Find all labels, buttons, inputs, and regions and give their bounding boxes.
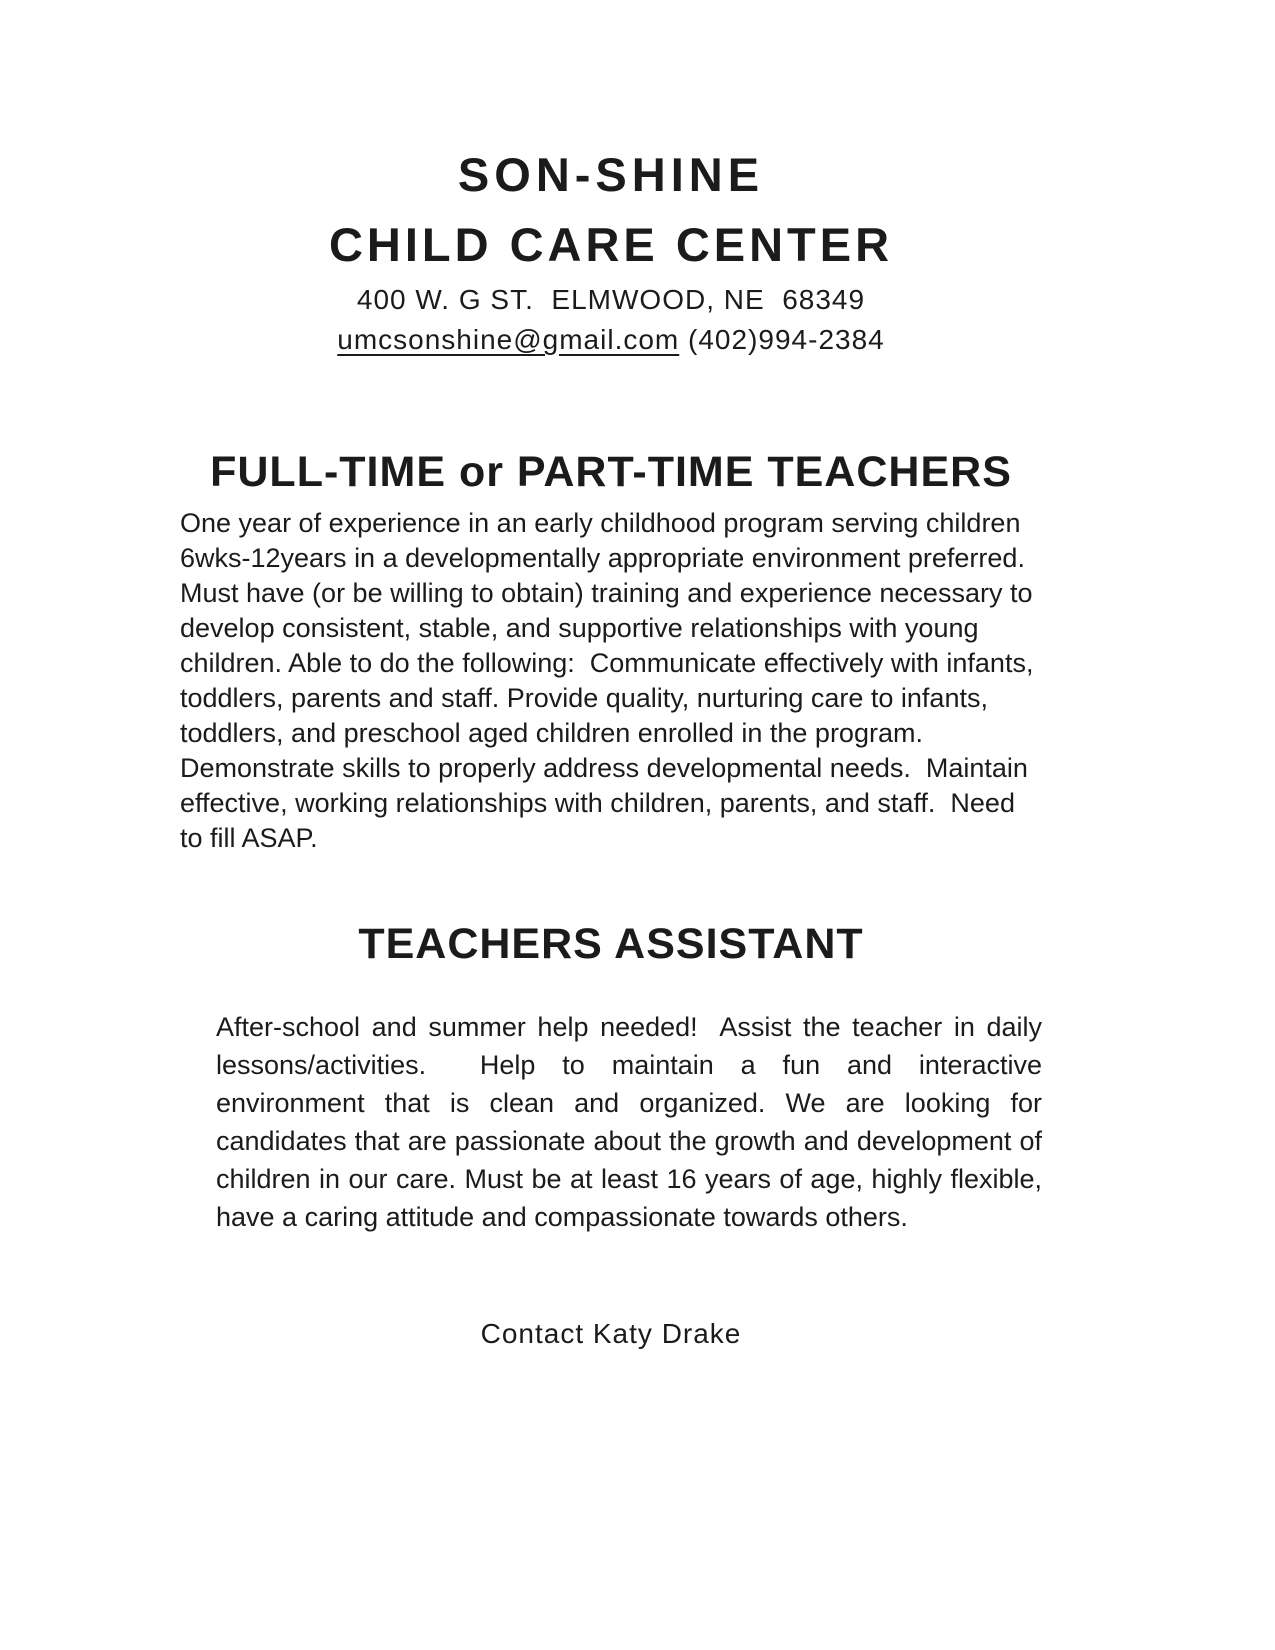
section-teachers-assistant bbox=[180, 916, 1050, 1236]
flyer-header bbox=[180, 140, 1042, 360]
section-heading-teachers: FULL-TIME or PART-TIME TEACHERS bbox=[210, 448, 1012, 496]
address-line: 400 W. G ST. ELMWOOD, NE 68349 bbox=[356, 284, 866, 315]
section-fulltime-parttime-teachers bbox=[180, 444, 1042, 856]
email-link[interactable]: umcsonshine@gmail.com bbox=[337, 324, 680, 355]
section-body-teachers: One year of experience in an early childhood program serving children 6wks-12years in a developmentally appropriate environment preferred. Must have (or be willing to obtain) training and experience necessary to develop consistent, stable, and supportive relationships with young children. Able to do the following: Communicate effectively with infants, toddlers, parents and staff. Provide quality, nurturing care to infants, toddlers, and preschool aged children enrolled in the program. Demonstrate skills to properly address developmental needs. Maintain effective, working relationships with children, parents, and staff. Need to fill ASAP. bbox=[180, 508, 1041, 853]
section-heading-assistant: TEACHERS ASSISTANT bbox=[358, 920, 864, 968]
email-phone-separator bbox=[679, 324, 688, 355]
section-body-assistant: After-school and summer help needed! Assist the teacher in daily lessons/activities. Help to maintain a fun and interactive environment that is clean and organized. We are looking for candidates that are passionate about the growth and development of children in our care. Must be at least 16 years of age, highly flexible, have a caring attitude and compassionate towards others. bbox=[216, 1012, 1050, 1232]
center-title-line1: SON-SHINE bbox=[457, 148, 765, 201]
email-phone-line bbox=[180, 320, 1042, 360]
phone-number: (402)994-2384 bbox=[688, 324, 885, 355]
contact-person-line: Contact Katy Drake bbox=[480, 1318, 742, 1349]
flyer-content bbox=[180, 140, 1050, 1350]
center-title-line2: CHILD CARE CENTER bbox=[328, 218, 894, 271]
